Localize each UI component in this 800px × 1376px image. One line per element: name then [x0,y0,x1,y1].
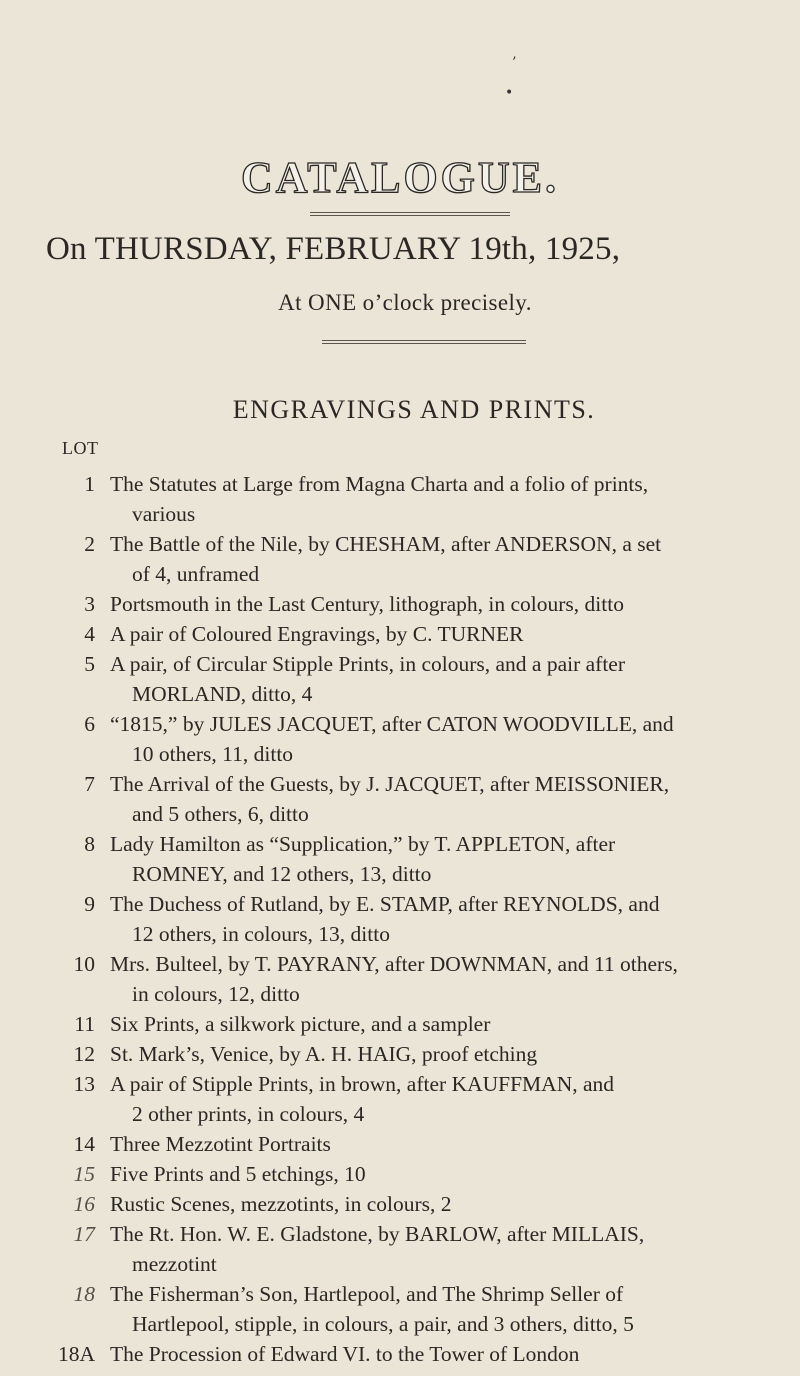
lot-entry [0,889,800,949]
lot-entry [0,1129,800,1159]
lot-description-line: Hartlepool, stipple, in colours, a pair, and 3 others, ditto, 5 [132,1312,634,1336]
lot-description [110,1009,760,1039]
lot-entry [0,1339,800,1369]
lot-number: 18A [57,1342,95,1366]
lot-description [110,1339,760,1369]
lot-description [110,769,760,829]
lot-entry [0,1219,800,1279]
ink-tick-mark: ’ [512,55,517,71]
lot-number: 13 [73,1072,95,1096]
lot-list [0,469,800,1369]
lot-number: 1 [84,472,95,496]
lot-entry [0,1279,800,1339]
lot-description-line: The Statutes at Large from Magna Charta and a folio of prints, [110,472,649,496]
catalogue-title: CATALOGUE. [240,153,560,202]
lot-description-line: ROMNEY, and 12 others, 13, ditto [132,862,432,886]
lot-description [110,529,760,589]
lot-number: 15 [73,1162,95,1186]
lot-number: 2 [84,532,95,556]
lot-description-line: Mrs. Bulteel, by T. PAYRANY, after DOWNMAN, and 11 others, [110,952,678,976]
lot-number: 10 [73,952,95,976]
title-divider [310,212,510,216]
lot-entry [0,1069,800,1129]
lot-entry [0,649,800,709]
lot-entry [0,619,800,649]
lot-entry [0,949,800,1009]
lot-entry [0,1009,800,1039]
lot-description [110,1039,760,1069]
lot-description-line: Lady Hamilton as “Supplication,” by T. APPLETON, after [110,832,616,856]
lot-description-line: in colours, 12, ditto [132,982,300,1006]
lot-description [110,1069,760,1129]
lot-description-line: Three Mezzotint Portraits [110,1132,331,1156]
lot-entry [0,709,800,769]
lot-description-line: The Fisherman’s Son, Hartlepool, and The Shrimp Seller of [110,1282,624,1306]
lot-number: 5 [84,652,95,676]
time-divider [322,340,526,344]
lot-description-line: The Duchess of Rutland, by E. STAMP, after REYNOLDS, and [110,892,660,916]
lot-number: 3 [84,592,95,616]
lot-description-line: Five Prints and 5 etchings, 10 [110,1162,366,1186]
lot-description-line: “1815,” by JULES JACQUET, after CATON WOODVILLE, and [110,712,674,736]
ink-dot-mark: • [505,85,514,101]
lot-number: 6 [84,712,95,736]
lot-description [110,709,760,769]
lot-description [110,1219,760,1279]
lot-entry [0,589,800,619]
lot-description [110,649,760,709]
lot-entry [0,1189,800,1219]
lot-description [110,889,760,949]
sale-time: At ONE o’clock precisely. [278,290,532,315]
lot-entry [0,469,800,529]
lot-number: 4 [84,622,95,646]
lot-number: 11 [74,1012,95,1036]
lot-description-line: A pair of Coloured Engravings, by C. TURNER [110,622,524,646]
lot-description [110,829,760,889]
lot-number: 8 [84,832,95,856]
lot-description-line: Six Prints, a silkwork picture, and a sampler [110,1012,491,1036]
lot-description [110,1189,760,1219]
lot-number: 9 [84,892,95,916]
lot-number: 7 [84,772,95,796]
lot-description-line: MORLAND, ditto, 4 [132,682,313,706]
lot-description-line: mezzotint [132,1252,217,1276]
lot-description-line: 10 others, 11, ditto [132,742,294,766]
lot-description-line: Portsmouth in the Last Century, lithograph, in colours, ditto [110,592,624,616]
lot-entry [0,529,800,589]
lot-description-line: and 5 others, 6, ditto [132,802,309,826]
lot-description-line: The Arrival of the Guests, by J. JACQUET, after MEISSONIER, [110,772,670,796]
lot-number: 14 [73,1132,95,1156]
lot-description [110,1279,760,1339]
lot-entry [0,1159,800,1189]
lot-column-label: LOT [62,438,99,458]
lot-description-line: 12 others, in colours, 13, ditto [132,922,390,946]
lot-description-line: Rustic Scenes, mezzotints, in colours, 2 [110,1192,452,1216]
lot-description-line: St. Mark’s, Venice, by A. H. HAIG, proof etching [110,1042,538,1066]
lot-number: 12 [73,1042,95,1066]
section-heading: ENGRAVINGS AND PRINTS. [232,395,596,424]
sale-date: On THURSDAY, FEBRUARY 19th, 1925, [46,231,621,267]
lot-description-line: A pair, of Circular Stipple Prints, in colours, and a pair after [110,652,626,676]
lot-description-line: 2 other prints, in colours, 4 [132,1102,365,1126]
lot-number: 16 [73,1192,95,1216]
lot-description [110,1129,760,1159]
lot-description [110,949,760,1009]
lot-description-line: The Rt. Hon. W. E. Gladstone, by BARLOW, after MILLAIS, [110,1222,645,1246]
lot-description [110,1159,760,1189]
lot-description-line: The Procession of Edward VI. to the Tower of London [110,1342,580,1366]
lot-description [110,469,760,529]
lot-description-line: The Battle of the Nile, by CHESHAM, after ANDERSON, a set [110,532,662,556]
lot-description [110,589,760,619]
lot-number: 18 [73,1282,95,1306]
lot-description [110,619,760,649]
lot-description-line: various [132,502,196,526]
lot-description-line: A pair of Stipple Prints, in brown, after KAUFFMAN, and [110,1072,615,1096]
lot-number: 17 [73,1222,95,1246]
lot-entry [0,1039,800,1069]
lot-entry [0,829,800,889]
lot-description-line: of 4, unframed [132,562,260,586]
lot-entry [0,769,800,829]
